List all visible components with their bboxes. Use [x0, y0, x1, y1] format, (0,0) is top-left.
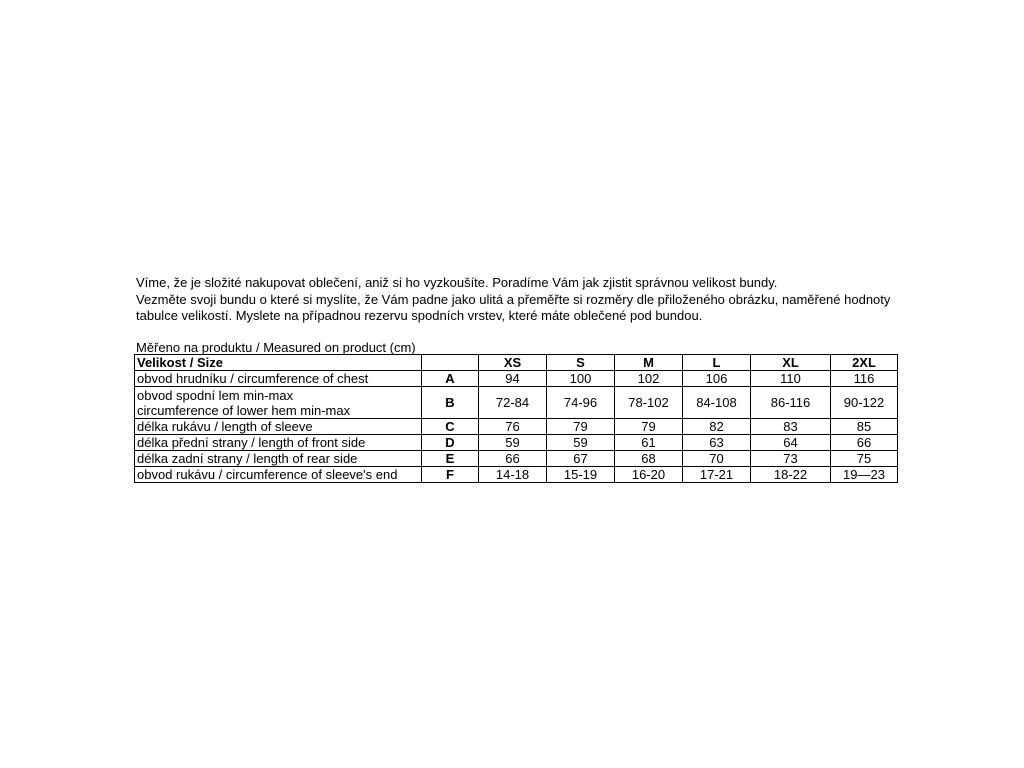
row-value: 63 — [683, 435, 751, 451]
header-size-m: M — [615, 355, 683, 371]
row-value: 78-102 — [615, 387, 683, 419]
row-value: 85 — [831, 419, 898, 435]
measured-label: Měřeno na produktu / Measured on product (cm) — [136, 340, 416, 355]
row-code: E — [422, 451, 479, 467]
row-label: obvod rukávu / circumference of sleeve's end — [135, 467, 422, 483]
row-value: 76 — [479, 419, 547, 435]
row-code: F — [422, 467, 479, 483]
header-size-xs: XS — [479, 355, 547, 371]
table-header-row — [135, 355, 898, 371]
row-value: 70 — [683, 451, 751, 467]
table-row — [135, 371, 898, 387]
row-value: 94 — [479, 371, 547, 387]
table-row — [135, 419, 898, 435]
row-value: 100 — [547, 371, 615, 387]
row-value: 64 — [751, 435, 831, 451]
row-value: 116 — [831, 371, 898, 387]
intro-line-1: Víme, že je složité nakupovat oblečení, aniž si ho vyzkoušíte. Poradíme Vám jak zjistit správnou velikost bundy. — [136, 275, 778, 290]
header-size-xl: XL — [751, 355, 831, 371]
row-value: 59 — [547, 435, 615, 451]
row-code: D — [422, 435, 479, 451]
row-value: 86-116 — [751, 387, 831, 419]
row-label-line: obvod spodní lem min-max — [137, 387, 294, 403]
row-value: 84-108 — [683, 387, 751, 419]
header-size-2xl: 2XL — [831, 355, 898, 371]
row-value: 67 — [547, 451, 615, 467]
header-size-l: L — [683, 355, 751, 371]
intro-text — [136, 275, 890, 325]
row-value: 106 — [683, 371, 751, 387]
row-value: 15-19 — [547, 467, 615, 483]
intro-line-3: tabulce velikostí. Myslete na případnou rezervu spodních vrstev, které máte oblečené pod bundou. — [136, 308, 703, 323]
row-code: C — [422, 419, 479, 435]
row-label: délka rukávu / length of sleeve — [135, 419, 422, 435]
row-value: 66 — [831, 435, 898, 451]
header-size-label: Velikost / Size — [135, 355, 422, 371]
row-value: 74-96 — [547, 387, 615, 419]
row-value: 110 — [751, 371, 831, 387]
row-value: 73 — [751, 451, 831, 467]
row-value: 59 — [479, 435, 547, 451]
table-row — [135, 387, 898, 419]
row-value: 19—23 — [831, 467, 898, 483]
header-code-cell — [422, 355, 479, 371]
size-table — [134, 354, 898, 483]
intro-line-2: Vezměte svoji bundu o které si myslíte, že Vám padne jako ulitá a přeměřte si rozměry dle přiloženého obrázku, naměřené hodnoty — [136, 291, 890, 307]
row-value: 17-21 — [683, 467, 751, 483]
table-row — [135, 467, 898, 483]
row-code: A — [422, 371, 479, 387]
row-value: 102 — [615, 371, 683, 387]
table-row — [135, 435, 898, 451]
row-value: 66 — [479, 451, 547, 467]
row-label: obvod hrudníku / circumference of chest — [135, 371, 422, 387]
row-value: 79 — [547, 419, 615, 435]
row-label — [135, 387, 422, 419]
row-value: 83 — [751, 419, 831, 435]
row-code: B — [422, 387, 479, 419]
row-value: 75 — [831, 451, 898, 467]
row-value: 16-20 — [615, 467, 683, 483]
row-label: délka přední strany / length of front side — [135, 435, 422, 451]
row-value: 14-18 — [479, 467, 547, 483]
row-value: 68 — [615, 451, 683, 467]
row-label-line: circumference of lower hem min-max — [137, 402, 351, 418]
table-row — [135, 451, 898, 467]
row-label: délka zadní strany / length of rear side — [135, 451, 422, 467]
row-value: 82 — [683, 419, 751, 435]
row-value: 90-122 — [831, 387, 898, 419]
header-size-s: S — [547, 355, 615, 371]
row-value: 79 — [615, 419, 683, 435]
row-value: 18-22 — [751, 467, 831, 483]
row-value: 61 — [615, 435, 683, 451]
row-value: 72-84 — [479, 387, 547, 419]
